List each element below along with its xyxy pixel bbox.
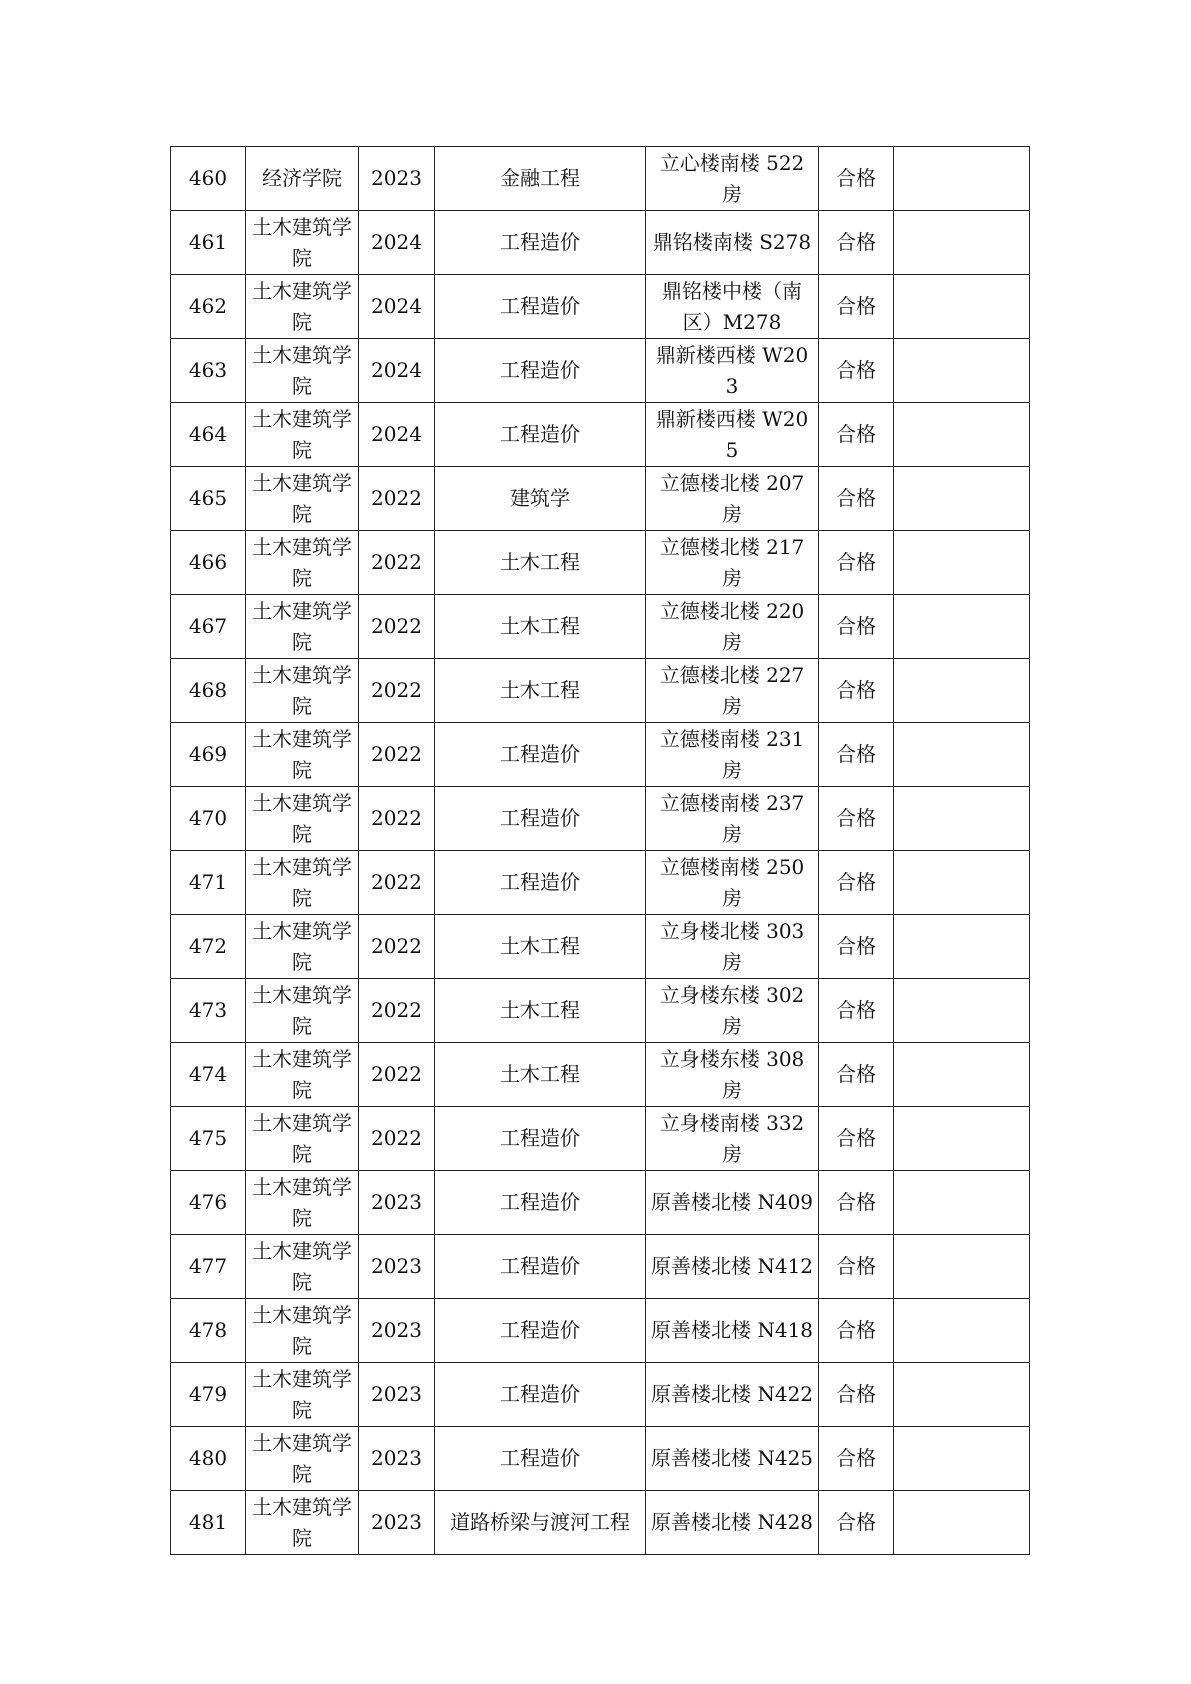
result-cell: 合格 <box>819 1363 894 1427</box>
year-cell: 2024 <box>359 211 435 275</box>
result-cell: 合格 <box>819 851 894 915</box>
row-number-cell: 462 <box>171 275 246 339</box>
table-row <box>171 659 1030 723</box>
college-cell: 土木建筑学院 <box>246 1043 359 1107</box>
inspection-table <box>170 146 1030 1555</box>
college-cell: 土木建筑学院 <box>246 659 359 723</box>
row-number-cell: 481 <box>171 1491 246 1555</box>
note-cell <box>894 275 1030 339</box>
major-cell: 工程造价 <box>435 1235 646 1299</box>
table-row <box>171 851 1030 915</box>
major-cell: 金融工程 <box>435 147 646 211</box>
result-cell: 合格 <box>819 403 894 467</box>
row-number-cell: 470 <box>171 787 246 851</box>
major-cell: 工程造价 <box>435 1363 646 1427</box>
year-cell: 2024 <box>359 275 435 339</box>
major-cell: 工程造价 <box>435 403 646 467</box>
college-cell: 土木建筑学院 <box>246 1427 359 1491</box>
college-cell: 土木建筑学院 <box>246 723 359 787</box>
college-cell: 土木建筑学院 <box>246 787 359 851</box>
college-cell: 土木建筑学院 <box>246 467 359 531</box>
note-cell <box>894 531 1030 595</box>
row-number-cell: 467 <box>171 595 246 659</box>
result-cell: 合格 <box>819 1299 894 1363</box>
result-cell: 合格 <box>819 467 894 531</box>
result-cell: 合格 <box>819 339 894 403</box>
note-cell <box>894 211 1030 275</box>
major-cell: 土木工程 <box>435 531 646 595</box>
college-cell: 土木建筑学院 <box>246 1235 359 1299</box>
year-cell: 2023 <box>359 1491 435 1555</box>
year-cell: 2024 <box>359 339 435 403</box>
result-cell: 合格 <box>819 531 894 595</box>
college-cell: 土木建筑学院 <box>246 1363 359 1427</box>
result-cell: 合格 <box>819 1491 894 1555</box>
note-cell <box>894 1491 1030 1555</box>
row-number-cell: 464 <box>171 403 246 467</box>
note-cell <box>894 1427 1030 1491</box>
room-cell: 立德楼北楼 220 房 <box>646 595 819 659</box>
year-cell: 2022 <box>359 851 435 915</box>
result-cell: 合格 <box>819 979 894 1043</box>
result-cell: 合格 <box>819 211 894 275</box>
table-body <box>171 147 1030 1555</box>
room-cell: 原善楼北楼 N428 <box>646 1491 819 1555</box>
row-number-cell: 471 <box>171 851 246 915</box>
row-number-cell: 463 <box>171 339 246 403</box>
year-cell: 2023 <box>359 1427 435 1491</box>
year-cell: 2023 <box>359 1235 435 1299</box>
year-cell: 2022 <box>359 595 435 659</box>
year-cell: 2023 <box>359 147 435 211</box>
row-number-cell: 472 <box>171 915 246 979</box>
major-cell: 工程造价 <box>435 339 646 403</box>
major-cell: 工程造价 <box>435 1427 646 1491</box>
table-row <box>171 595 1030 659</box>
room-cell: 原善楼北楼 N422 <box>646 1363 819 1427</box>
room-cell: 立身楼东楼 308 房 <box>646 1043 819 1107</box>
table-row <box>171 1043 1030 1107</box>
year-cell: 2022 <box>359 659 435 723</box>
major-cell: 工程造价 <box>435 1107 646 1171</box>
result-cell: 合格 <box>819 787 894 851</box>
note-cell <box>894 147 1030 211</box>
note-cell <box>894 851 1030 915</box>
note-cell <box>894 1171 1030 1235</box>
room-cell: 立心楼南楼 522 房 <box>646 147 819 211</box>
major-cell: 工程造价 <box>435 1299 646 1363</box>
room-cell: 立德楼北楼 207 房 <box>646 467 819 531</box>
note-cell <box>894 787 1030 851</box>
table-row <box>171 275 1030 339</box>
room-cell: 立身楼北楼 303 房 <box>646 915 819 979</box>
major-cell: 土木工程 <box>435 659 646 723</box>
major-cell: 工程造价 <box>435 275 646 339</box>
college-cell: 土木建筑学院 <box>246 595 359 659</box>
row-number-cell: 468 <box>171 659 246 723</box>
major-cell: 建筑学 <box>435 467 646 531</box>
year-cell: 2022 <box>359 467 435 531</box>
major-cell: 土木工程 <box>435 915 646 979</box>
result-cell: 合格 <box>819 1171 894 1235</box>
table-row <box>171 1171 1030 1235</box>
result-cell: 合格 <box>819 147 894 211</box>
college-cell: 土木建筑学院 <box>246 211 359 275</box>
note-cell <box>894 403 1030 467</box>
row-number-cell: 465 <box>171 467 246 531</box>
row-number-cell: 461 <box>171 211 246 275</box>
table-row <box>171 467 1030 531</box>
college-cell: 土木建筑学院 <box>246 851 359 915</box>
year-cell: 2022 <box>359 531 435 595</box>
college-cell: 土木建筑学院 <box>246 1491 359 1555</box>
year-cell: 2023 <box>359 1171 435 1235</box>
room-cell: 立德楼北楼 217 房 <box>646 531 819 595</box>
room-cell: 立身楼南楼 332 房 <box>646 1107 819 1171</box>
year-cell: 2024 <box>359 403 435 467</box>
room-cell: 立德楼北楼 227 房 <box>646 659 819 723</box>
major-cell: 道路桥梁与渡河工程 <box>435 1491 646 1555</box>
table-row <box>171 1107 1030 1171</box>
table-row <box>171 147 1030 211</box>
room-cell: 原善楼北楼 N425 <box>646 1427 819 1491</box>
row-number-cell: 476 <box>171 1171 246 1235</box>
table-row <box>171 1427 1030 1491</box>
note-cell <box>894 979 1030 1043</box>
room-cell: 立德楼南楼 250 房 <box>646 851 819 915</box>
major-cell: 工程造价 <box>435 211 646 275</box>
table-row <box>171 915 1030 979</box>
major-cell: 土木工程 <box>435 979 646 1043</box>
year-cell: 2022 <box>359 1043 435 1107</box>
table-row <box>171 1491 1030 1555</box>
year-cell: 2023 <box>359 1299 435 1363</box>
major-cell: 工程造价 <box>435 1171 646 1235</box>
major-cell: 土木工程 <box>435 595 646 659</box>
year-cell: 2022 <box>359 723 435 787</box>
college-cell: 土木建筑学院 <box>246 915 359 979</box>
result-cell: 合格 <box>819 659 894 723</box>
row-number-cell: 473 <box>171 979 246 1043</box>
row-number-cell: 477 <box>171 1235 246 1299</box>
major-cell: 土木工程 <box>435 1043 646 1107</box>
result-cell: 合格 <box>819 723 894 787</box>
college-cell: 土木建筑学院 <box>246 339 359 403</box>
result-cell: 合格 <box>819 1235 894 1299</box>
room-cell: 原善楼北楼 N412 <box>646 1235 819 1299</box>
row-number-cell: 469 <box>171 723 246 787</box>
college-cell: 土木建筑学院 <box>246 275 359 339</box>
room-cell: 鼎新楼西楼 W205 <box>646 403 819 467</box>
table-row <box>171 403 1030 467</box>
result-cell: 合格 <box>819 1427 894 1491</box>
major-cell: 工程造价 <box>435 723 646 787</box>
result-cell: 合格 <box>819 275 894 339</box>
result-cell: 合格 <box>819 915 894 979</box>
row-number-cell: 475 <box>171 1107 246 1171</box>
note-cell <box>894 1043 1030 1107</box>
note-cell <box>894 1235 1030 1299</box>
table-row <box>171 723 1030 787</box>
table-row <box>171 787 1030 851</box>
college-cell: 土木建筑学院 <box>246 531 359 595</box>
room-cell: 立德楼南楼 231 房 <box>646 723 819 787</box>
year-cell: 2022 <box>359 787 435 851</box>
row-number-cell: 466 <box>171 531 246 595</box>
major-cell: 工程造价 <box>435 851 646 915</box>
note-cell <box>894 723 1030 787</box>
note-cell <box>894 339 1030 403</box>
note-cell <box>894 1107 1030 1171</box>
table-row <box>171 1363 1030 1427</box>
college-cell: 土木建筑学院 <box>246 979 359 1043</box>
year-cell: 2022 <box>359 1107 435 1171</box>
result-cell: 合格 <box>819 595 894 659</box>
year-cell: 2023 <box>359 1363 435 1427</box>
year-cell: 2022 <box>359 915 435 979</box>
room-cell: 鼎新楼西楼 W203 <box>646 339 819 403</box>
note-cell <box>894 467 1030 531</box>
college-cell: 土木建筑学院 <box>246 403 359 467</box>
room-cell: 原善楼北楼 N418 <box>646 1299 819 1363</box>
note-cell <box>894 659 1030 723</box>
row-number-cell: 478 <box>171 1299 246 1363</box>
college-cell: 土木建筑学院 <box>246 1299 359 1363</box>
note-cell <box>894 595 1030 659</box>
room-cell: 鼎铭楼中楼（南区）M278 <box>646 275 819 339</box>
result-cell: 合格 <box>819 1107 894 1171</box>
major-cell: 工程造价 <box>435 787 646 851</box>
room-cell: 鼎铭楼南楼 S278 <box>646 211 819 275</box>
row-number-cell: 480 <box>171 1427 246 1491</box>
result-cell: 合格 <box>819 1043 894 1107</box>
year-cell: 2022 <box>359 979 435 1043</box>
table-row <box>171 531 1030 595</box>
room-cell: 立德楼南楼 237 房 <box>646 787 819 851</box>
room-cell: 原善楼北楼 N409 <box>646 1171 819 1235</box>
row-number-cell: 479 <box>171 1363 246 1427</box>
college-cell: 经济学院 <box>246 147 359 211</box>
row-number-cell: 460 <box>171 147 246 211</box>
table-row <box>171 979 1030 1043</box>
note-cell <box>894 1299 1030 1363</box>
table-row <box>171 211 1030 275</box>
note-cell <box>894 915 1030 979</box>
table-row <box>171 1235 1030 1299</box>
room-cell: 立身楼东楼 302 房 <box>646 979 819 1043</box>
table-row <box>171 339 1030 403</box>
table-row <box>171 1299 1030 1363</box>
note-cell <box>894 1363 1030 1427</box>
row-number-cell: 474 <box>171 1043 246 1107</box>
college-cell: 土木建筑学院 <box>246 1171 359 1235</box>
college-cell: 土木建筑学院 <box>246 1107 359 1171</box>
